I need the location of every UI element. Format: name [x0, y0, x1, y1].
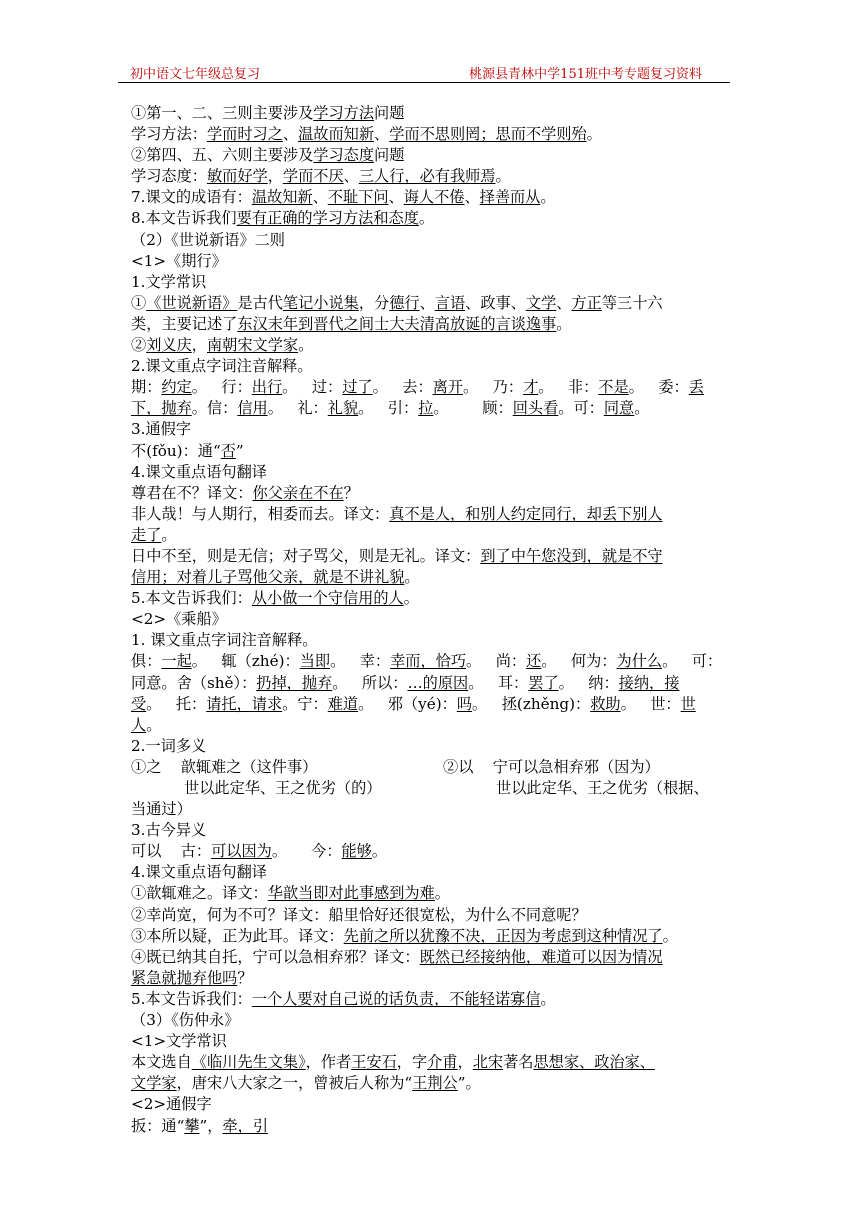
- text-segment: 、: [388, 188, 404, 207]
- text-segment: 。 去：: [372, 378, 433, 397]
- text-line: [131, 504, 733, 525]
- text-line: [131, 673, 733, 694]
- text-segment: ③本所以疑，正为此耳。译文：: [131, 926, 344, 945]
- text-segment: 尊君在不？译文：: [131, 483, 253, 502]
- underlined-answer: 《临川先生文集》: [191, 1053, 306, 1072]
- text-segment: 3.古今异义: [131, 821, 207, 840]
- text-segment: 。: [418, 209, 435, 228]
- text-segment: 。: [146, 715, 162, 734]
- text-line: [131, 251, 733, 272]
- text-segment: 、: [343, 167, 359, 186]
- underlined-answer: 才: [523, 378, 539, 397]
- underlined-answer: 先前之所以犹豫不决，正因为考虑到这种情况了: [343, 926, 663, 945]
- underlined-answer: 罢了: [528, 673, 559, 692]
- underlined-answer: 攀: [184, 1116, 200, 1135]
- text-segment: 。 拯(zhěng)：: [472, 694, 591, 713]
- underlined-answer: 否: [220, 441, 236, 460]
- underlined-answer: 回头看: [512, 399, 559, 418]
- polysemy-row-2: [131, 778, 733, 799]
- underlined-answer: 当即: [299, 652, 331, 671]
- text-segment: 。: [495, 167, 511, 186]
- text-segment: 。: [556, 314, 572, 333]
- text-segment: 。: [540, 989, 556, 1008]
- text-segment: 。 乃：: [463, 378, 524, 397]
- underlined-answer: 幸而，恰巧: [390, 652, 467, 671]
- text-line: [131, 208, 733, 229]
- text-segment: 。 尚：: [466, 652, 527, 671]
- text-segment: 。 纳：: [558, 673, 619, 692]
- text-segment: 4.课文重点语句翻译: [131, 863, 267, 882]
- underlined-answer: 诲人不倦: [403, 188, 465, 207]
- underlined-answer: 信用；对着儿子骂他父亲，就是不讲礼貌: [131, 568, 405, 587]
- underlined-answer: 约定: [161, 378, 192, 397]
- underlined-answer: 德行: [389, 293, 420, 312]
- underlined-answer: 能够: [341, 842, 372, 861]
- text-segment: 、: [282, 125, 299, 144]
- text-segment: ，: [191, 336, 207, 355]
- underlined-answer: 难道: [327, 694, 359, 713]
- text-segment: 。 邪（yé)：: [358, 694, 457, 713]
- document-body: [131, 103, 733, 1137]
- text-line: [131, 1116, 733, 1137]
- text-line: [131, 335, 733, 356]
- text-segment: 是古代: [237, 293, 283, 312]
- text-segment: 8.本文告诉我们: [131, 209, 237, 228]
- text-segment: 学习态度：: [131, 167, 207, 186]
- underlined-answer: 东汉末年到晋代之间士大夫清高放诞的言谈逸事: [237, 314, 557, 333]
- text-segment: ”，: [199, 1116, 223, 1135]
- text-segment: 。 辄（zhé)：: [191, 652, 300, 671]
- text-segment: 、: [556, 293, 572, 312]
- text-segment: ”。: [457, 1074, 481, 1093]
- underlined-answer: 可以因为: [211, 842, 272, 861]
- underlined-answer: 一起: [161, 652, 192, 671]
- underlined-answer: 学习方法: [313, 104, 374, 122]
- text-line: [131, 462, 733, 483]
- underlined-answer: 王安石: [351, 1053, 397, 1072]
- text-segment: 5.本文告诉我们：: [131, 989, 252, 1008]
- text-segment: ”: [235, 441, 244, 460]
- text-segment: 3.通假字: [131, 420, 192, 439]
- underlined-answer: 丢: [688, 378, 704, 397]
- text-line: [131, 947, 733, 968]
- polysemy-zhi-2: 世以此定华、王之优劣（的）: [184, 779, 382, 797]
- text-segment: ，作者: [305, 1053, 352, 1072]
- text-segment: 。: [404, 568, 420, 587]
- text-line: [131, 1052, 733, 1073]
- text-segment: 类，主要记述了: [131, 314, 238, 333]
- text-segment: 。宁：: [282, 694, 328, 713]
- underlined-answer: 救助: [590, 694, 621, 713]
- underlined-answer: 请托，请求: [206, 694, 283, 713]
- text-line: [131, 651, 733, 672]
- text-segment: 。 引：: [358, 399, 419, 418]
- text-segment: 、: [312, 188, 328, 207]
- text-segment: 。 非：: [538, 378, 599, 397]
- text-line: [131, 419, 733, 440]
- underlined-answer: 文学: [525, 293, 557, 312]
- text-segment: <2>《乘船》: [131, 610, 227, 629]
- polysemy-yi-2: 世以此定华、王之优劣（根据、: [496, 779, 709, 797]
- text-segment: 期：: [131, 378, 162, 397]
- underlined-answer: 离开: [432, 378, 464, 397]
- text-segment: 。: [434, 884, 450, 903]
- text-line: [131, 968, 733, 989]
- text-segment: 4.课文重点语句翻译: [131, 462, 267, 481]
- text-segment: ？: [343, 483, 359, 502]
- text-segment: 。: [662, 926, 678, 945]
- text-line: [131, 989, 733, 1010]
- text-segment: ①第一、二、三则主要涉及: [131, 104, 314, 122]
- underlined-answer: 为什么: [616, 652, 663, 671]
- text-segment: 。信：: [191, 399, 238, 418]
- text-line: [131, 293, 733, 314]
- text-segment: 。 委：: [628, 378, 689, 397]
- text-line: [131, 1094, 733, 1115]
- text-segment: ①: [131, 293, 147, 312]
- text-line: [131, 862, 733, 883]
- text-segment: 。 托：: [146, 694, 207, 713]
- text-segment: 、: [374, 125, 390, 144]
- text-segment: 。 礼：: [267, 399, 328, 418]
- text-segment: 本文选自: [131, 1053, 192, 1072]
- text-line: [131, 1010, 733, 1031]
- text-segment: <1>《期行》: [131, 251, 227, 270]
- text-segment: ，字: [396, 1053, 428, 1072]
- text-segment: ？: [237, 968, 253, 987]
- header-left-text: 初中语文七年级总复习: [130, 67, 261, 82]
- text-segment: ②幸尚宽，何为不可？译文：船里恰好还很宽松，为什么不同意呢？: [131, 905, 587, 924]
- text-segment: <2>通假字: [131, 1095, 212, 1114]
- text-segment: 。 顾：: [433, 399, 513, 418]
- underlined-answer: 方正: [571, 293, 602, 312]
- text-line: [131, 630, 733, 651]
- underlined-answer: 真不是人，和别人约定同行，却丢下别人: [389, 504, 663, 523]
- underlined-answer: 学而时习之: [206, 125, 283, 144]
- underlined-answer: 接纳，接: [618, 673, 680, 692]
- text-segment: 。 可：: [662, 652, 723, 671]
- page-header: [118, 60, 730, 83]
- text-block-2: [131, 820, 733, 1136]
- text-segment: 5.本文告诉我们：: [131, 589, 252, 608]
- underlined-answer: 刘义庆: [146, 336, 192, 355]
- underlined-answer: 敏而好学: [206, 167, 268, 186]
- text-segment: （3）《伤仲永》: [131, 1011, 240, 1030]
- text-segment: ④既已纳其自托，宁可以急相弃邪？译文：: [131, 947, 420, 966]
- polysemy-zhi-1: ①之 歆辄难之（这件事）: [131, 757, 318, 776]
- polysemy-title: 2.一词多义: [131, 736, 207, 755]
- underlined-answer: 择善而从: [479, 188, 541, 207]
- text-segment: 、: [464, 188, 480, 207]
- text-segment: 问题: [374, 146, 405, 165]
- text-segment: 。: [586, 125, 602, 144]
- header-right-text: 桃源县青林中学151班中考专题复习资料: [469, 67, 702, 82]
- underlined-answer: 学习态度: [313, 146, 374, 165]
- underlined-answer: 走了: [131, 525, 162, 544]
- text-line: [131, 567, 733, 588]
- underlined-answer: 下，抛弃: [131, 399, 192, 418]
- polysemy-yi-1: ②以 宁可以急相弃邪（因为）: [443, 757, 660, 776]
- text-segment: 、: [419, 293, 435, 312]
- text-segment: 问题: [374, 104, 405, 122]
- text-line: [131, 546, 733, 567]
- underlined-answer: 紧急就抛弃他吗: [131, 968, 238, 987]
- text-segment: 7.课文的成语有：: [131, 188, 252, 207]
- underlined-answer: 一个人要对自己说的话负责，不能轻诺寡信: [251, 989, 541, 1008]
- text-line: [131, 272, 733, 293]
- text-segment: 。 世：: [620, 694, 681, 713]
- text-segment: 俱：: [131, 652, 162, 671]
- text-line: [131, 124, 733, 145]
- text-line: [131, 905, 733, 926]
- text-segment: ②: [131, 336, 147, 355]
- text-segment: 著名: [503, 1053, 534, 1072]
- text-line: [131, 926, 733, 947]
- text-line: [131, 103, 733, 124]
- text-segment: 日中不至，则是无信；对子骂父，则是无礼。译文：: [131, 546, 481, 565]
- text-segment: 。: [371, 842, 388, 861]
- underlined-answer: 要有正确的学习方法和态度: [236, 209, 419, 228]
- underlined-answer: 王荆公: [412, 1074, 458, 1093]
- underlined-answer: 拉: [418, 399, 434, 418]
- text-segment: ，唐宋八大家之一，曾被后人称为“: [176, 1074, 413, 1093]
- underlined-answer: 同意: [603, 399, 635, 418]
- text-segment: 。: [161, 525, 177, 544]
- text-line: [131, 356, 733, 377]
- text-segment: 同意。舍（shě）：: [131, 673, 257, 692]
- text-segment: 1.文学常识: [131, 272, 207, 291]
- text-block-1: [131, 103, 733, 736]
- underlined-answer: 温故而知新: [298, 125, 374, 144]
- underlined-answer: 还: [526, 652, 542, 671]
- text-segment: 。 耳：: [468, 673, 529, 692]
- text-line: [131, 694, 733, 715]
- underlined-answer: 吗: [456, 694, 473, 713]
- text-line: [131, 377, 733, 398]
- underlined-answer: 受: [131, 694, 147, 713]
- text-line: [131, 715, 733, 736]
- text-segment: 。: [403, 589, 419, 608]
- text-segment: ②第四、五、六则主要涉及: [131, 146, 314, 165]
- underlined-answer: 思想家、政治家、: [533, 1053, 655, 1072]
- text-segment: <1>文学常识: [131, 1032, 227, 1051]
- text-segment: 。 何为：: [541, 652, 617, 671]
- text-segment: 。 过：: [282, 378, 343, 397]
- polysemy-wrap: 当通过）: [131, 800, 192, 819]
- underlined-answer: 华歆当即对此事感到为难: [267, 884, 435, 903]
- text-segment: 2.课文重点字词注音解释。: [131, 357, 313, 376]
- text-line: [131, 1073, 733, 1094]
- underlined-answer: 北宋: [472, 1053, 504, 1072]
- text-line: [131, 609, 733, 630]
- text-segment: 可以 古：: [131, 842, 212, 861]
- text-line: [131, 883, 733, 904]
- underlined-answer: 你父亲在不在: [252, 483, 344, 502]
- underlined-answer: 文学家: [131, 1074, 177, 1093]
- text-segment: 。: [540, 188, 556, 207]
- underlined-answer: 过了: [342, 378, 373, 397]
- text-segment: 扳：通“: [131, 1116, 185, 1135]
- text-segment: 不(fǒu)：通“: [131, 441, 221, 460]
- polysemy-row-1: [131, 757, 733, 778]
- text-segment: 。: [298, 336, 314, 355]
- underlined-answer: 从小做一个守信用的人: [251, 589, 404, 608]
- text-line: [131, 314, 733, 335]
- text-segment: （2）《世说新语》二则: [131, 230, 285, 249]
- text-segment: ，: [267, 167, 283, 186]
- underlined-answer: 学而不思则罔；思而不学则殆: [389, 125, 587, 144]
- text-segment: 。 行：: [191, 378, 252, 397]
- underlined-answer: 出行: [251, 378, 283, 397]
- text-line: [131, 483, 733, 504]
- underlined-answer: 学而不厌: [282, 167, 344, 186]
- text-segment: 非人哉！与人期行，相委而去。译文：: [131, 504, 390, 523]
- text-segment: ①歆辄难之。译文：: [131, 884, 268, 903]
- underlined-answer: 礼貌: [327, 399, 359, 418]
- text-line: [131, 145, 733, 166]
- text-segment: 等三十六: [601, 293, 663, 312]
- underlined-answer: 人: [131, 715, 147, 734]
- text-segment: 学习方法：: [131, 125, 207, 144]
- text-segment: 。 今：: [271, 842, 342, 861]
- underlined-answer: 既然已经接纳他，难道可以因为情况: [419, 947, 663, 966]
- text-line: [131, 441, 733, 462]
- underlined-answer: 笔记小说集: [282, 293, 359, 312]
- text-line: [131, 841, 733, 862]
- text-segment: ，: [457, 1053, 473, 1072]
- underlined-answer: 三人行，必有我师焉: [358, 167, 496, 186]
- underlined-answer: …的原因: [407, 673, 469, 692]
- text-line: [131, 588, 733, 609]
- text-segment: ，分: [358, 293, 390, 312]
- text-line: [131, 525, 733, 546]
- underlined-answer: 温故知新: [251, 188, 313, 207]
- underlined-answer: 牵，引: [222, 1116, 269, 1135]
- text-line: [131, 187, 733, 208]
- underlined-answer: 扔掉，抛弃: [256, 673, 333, 692]
- text-line: [131, 398, 733, 419]
- underlined-answer: 南朝宋文学家: [206, 336, 299, 355]
- text-segment: 。可：: [558, 399, 604, 418]
- text-line: [131, 166, 733, 187]
- underlined-answer: 不耻下问: [327, 188, 389, 207]
- underlined-answer: 到了中午您没到，就是不守: [480, 546, 663, 565]
- text-line: [131, 820, 733, 841]
- text-segment: 、政事、: [465, 293, 526, 312]
- underlined-answer: 言语: [434, 293, 466, 312]
- text-segment: 。 幸：: [330, 652, 391, 671]
- text-segment: 。: [634, 399, 650, 418]
- underlined-answer: 介甫: [427, 1053, 458, 1072]
- text-line: [131, 230, 733, 251]
- underlined-answer: 不是: [598, 378, 629, 397]
- text-segment: 。 所以：: [332, 673, 408, 692]
- underlined-answer: 世: [680, 694, 696, 713]
- underlined-answer: 信用: [237, 399, 268, 418]
- text-segment: 1. 课文重点字词注音解释。: [131, 631, 318, 650]
- text-line: [131, 1031, 733, 1052]
- underlined-answer: 《世说新语》: [146, 293, 238, 312]
